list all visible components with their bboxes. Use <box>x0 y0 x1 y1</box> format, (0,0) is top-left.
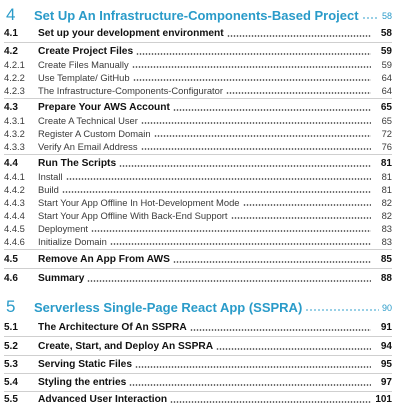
entry-page: 97 <box>380 377 392 388</box>
toc-entry[interactable] <box>4 222 392 235</box>
toc-entry[interactable] <box>4 157 392 170</box>
dot-leader <box>133 79 371 81</box>
dot-leader <box>173 109 371 111</box>
toc-entry[interactable] <box>4 140 392 153</box>
entry-number: 4.3.3 <box>4 141 25 152</box>
entry-title: Register A Custom Domain <box>38 128 151 139</box>
entry-title: Run The Scripts <box>38 158 117 169</box>
entry-number: 4.2 <box>4 46 18 57</box>
entry-page: 64 <box>381 72 392 83</box>
chapter-heading[interactable] <box>4 296 392 318</box>
entry-number: 4.5 <box>4 254 18 265</box>
chapter-page: 90 <box>381 303 392 313</box>
entry-page: 94 <box>380 341 392 352</box>
toc-entry[interactable] <box>4 127 392 140</box>
entry-number: 4.4 <box>4 158 18 169</box>
dot-leader <box>362 17 379 19</box>
dot-leader <box>119 165 371 167</box>
entry-title: Create Files Manually <box>38 59 129 70</box>
dot-leader <box>190 329 371 331</box>
entry-title: Remove An App From AWS <box>38 254 170 265</box>
dot-leader <box>170 401 371 403</box>
entry-page: 82 <box>381 197 392 208</box>
dot-leader <box>231 217 371 219</box>
entry-title: Initialize Domain <box>38 236 107 247</box>
toc-entry[interactable] <box>4 84 392 97</box>
entry-page: 65 <box>381 115 392 126</box>
section-divider <box>4 98 392 99</box>
entry-number: 4.1 <box>4 28 18 39</box>
chapter-title: Serverless Single-Page React App (SSPRA) <box>34 299 303 315</box>
dot-leader <box>135 366 371 368</box>
entry-page: 59 <box>381 59 392 70</box>
section-divider <box>4 249 392 250</box>
entry-page: 81 <box>380 158 392 169</box>
entry-title: Create A Technical User <box>38 115 138 126</box>
entry-title: Build <box>38 184 59 195</box>
toc-entry[interactable] <box>4 272 392 285</box>
entry-title: Prepare Your AWS Account <box>38 102 170 113</box>
toc-entry[interactable] <box>4 71 392 84</box>
toc-entry[interactable] <box>4 321 392 334</box>
entry-title: Use Template/ GitHub <box>38 72 130 83</box>
entry-page: 83 <box>381 223 392 234</box>
section-divider <box>4 154 392 155</box>
toc-entry[interactable] <box>4 183 392 196</box>
entry-page: 91 <box>380 322 392 333</box>
entry-number: 4.4.5 <box>4 223 25 234</box>
dot-leader <box>141 148 371 150</box>
entry-page: 72 <box>381 128 392 139</box>
entry-number: 5.2 <box>4 341 18 352</box>
entry-page: 64 <box>381 85 392 96</box>
toc-entry[interactable] <box>4 101 392 114</box>
entry-title: The Infrastructure-Components-Configurator <box>38 85 223 96</box>
dot-leader <box>227 35 371 37</box>
entry-number: 4.3.2 <box>4 128 25 139</box>
entry-page: 76 <box>381 141 392 152</box>
entry-title: The Architecture Of An SSPRA <box>38 322 187 333</box>
entry-page: 65 <box>380 102 392 113</box>
dot-leader <box>87 280 371 282</box>
section-divider <box>4 391 392 392</box>
entry-number: 4.4.3 <box>4 197 25 208</box>
entry-title: Start Your App Offline In Hot-Development Mode <box>38 197 240 208</box>
entry-page: 81 <box>381 184 392 195</box>
dot-leader <box>62 191 371 193</box>
entry-number: 4.4.1 <box>4 171 25 182</box>
chapter-heading[interactable] <box>4 4 392 26</box>
dot-leader <box>226 92 371 94</box>
chapter-title: Set Up An Infrastructure-Components-Based Project <box>34 7 359 23</box>
toc-entry[interactable] <box>4 27 392 40</box>
toc-entry[interactable] <box>4 58 392 71</box>
dot-leader <box>66 178 372 180</box>
entry-title: Serving Static Files <box>38 359 132 370</box>
toc-entry[interactable] <box>4 358 392 371</box>
dot-leader <box>129 384 371 386</box>
dot-leader <box>305 309 379 311</box>
entry-page: 101 <box>375 394 392 405</box>
toc-entry[interactable] <box>4 376 392 389</box>
chapter-page: 58 <box>381 11 392 21</box>
entry-number: 5.3 <box>4 359 18 370</box>
section-divider <box>4 336 392 337</box>
entry-number: 4.6 <box>4 273 18 284</box>
section-divider <box>4 373 392 374</box>
entry-title: Create, Start, and Deploy An SSPRA <box>38 341 214 352</box>
chapter-number: 5 <box>6 297 16 316</box>
entry-title: Install <box>38 171 63 182</box>
toc-entry[interactable] <box>4 196 392 209</box>
entry-title: Deployment <box>38 223 89 234</box>
entry-title: Verify An Email Address <box>38 141 138 152</box>
entry-title: Create Project Files <box>38 46 134 57</box>
entry-number: 4.3 <box>4 102 18 113</box>
dot-leader <box>216 348 371 350</box>
dot-leader <box>136 53 371 55</box>
dot-leader <box>110 243 371 245</box>
entry-number: 5.1 <box>4 322 18 333</box>
toc-entry[interactable] <box>4 45 392 58</box>
section-divider <box>4 355 392 356</box>
entry-page: 58 <box>380 28 392 39</box>
entry-number: 5.4 <box>4 377 18 388</box>
entry-page: 59 <box>380 46 392 57</box>
entry-page: 82 <box>381 210 392 221</box>
entry-number: 4.2.1 <box>4 59 25 70</box>
entry-page: 83 <box>381 236 392 247</box>
toc-entry[interactable] <box>4 340 392 353</box>
entry-title: Styling the entries <box>38 377 127 388</box>
entry-number: 4.4.6 <box>4 236 25 247</box>
dot-leader <box>141 122 371 124</box>
section-divider <box>4 42 392 43</box>
entry-number: 4.3.1 <box>4 115 25 126</box>
dot-leader <box>154 135 371 137</box>
entry-page: 81 <box>381 171 392 182</box>
entry-title: Advanced User Interaction <box>38 394 168 405</box>
dot-leader <box>243 204 371 206</box>
entry-page: 85 <box>380 254 392 265</box>
dot-leader <box>91 230 371 232</box>
entry-number: 4.4.2 <box>4 184 25 195</box>
toc-entry[interactable] <box>4 209 392 222</box>
entry-number: 4.2.3 <box>4 85 25 96</box>
toc-entry[interactable] <box>4 235 392 248</box>
entry-title: Start Your App Offline With Back-End Support <box>38 210 228 221</box>
entry-number: 4.4.4 <box>4 210 25 221</box>
entry-title: Summary <box>38 273 85 284</box>
section-divider <box>4 268 392 269</box>
entry-page: 95 <box>380 359 392 370</box>
dot-leader <box>132 66 371 68</box>
entry-page: 88 <box>380 273 392 284</box>
dot-leader <box>173 261 371 263</box>
entry-number: 5.5 <box>4 394 18 405</box>
entry-number: 4.2.2 <box>4 72 25 83</box>
toc-entry[interactable] <box>4 170 392 183</box>
entry-title: Set up your development environment <box>38 28 224 39</box>
toc-entry[interactable] <box>4 114 392 127</box>
toc-entry[interactable] <box>4 253 392 266</box>
chapter-number: 4 <box>6 5 16 24</box>
